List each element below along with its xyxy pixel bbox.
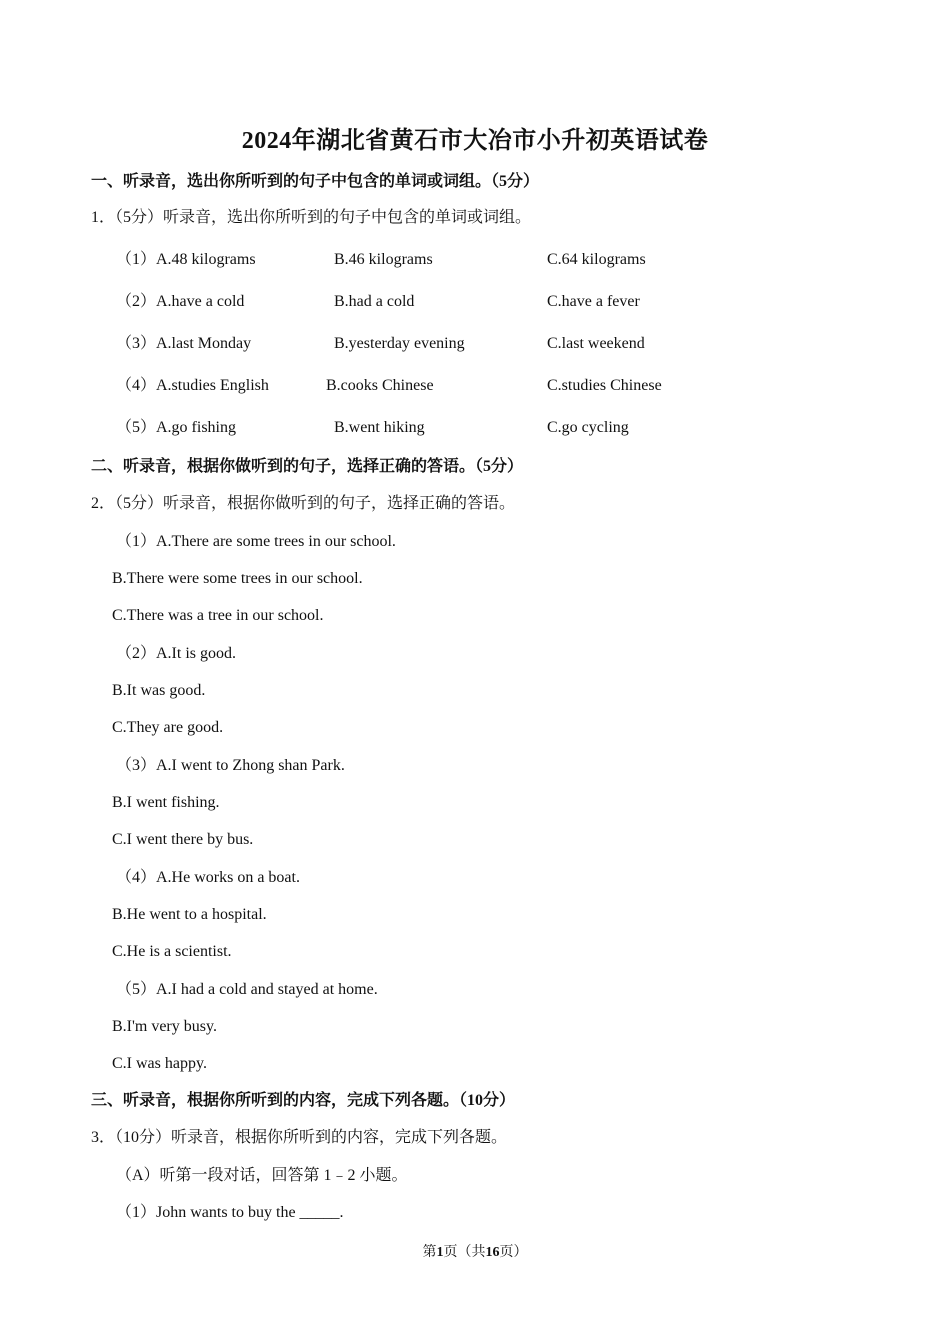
section-1-heading: 一、听录音，选出你所听到的句子中包含的单词或词组。（5分） — [91, 173, 540, 190]
question-3-part-a-instruction: （A）听第一段对话，回答第 1﹣2 小题。 — [116, 1167, 408, 1184]
footer-middle: 页（共 — [443, 1245, 486, 1260]
q2-item5-option-a: （5）A.I had a cold and stayed at home. — [116, 981, 378, 998]
q2-item4-option-c: C.He is a scientist. — [112, 943, 232, 960]
q1-item5-option-c: C.go cycling — [547, 419, 629, 436]
section-3-heading: 三、听录音，根据你所听到的内容，完成下列各题。（10分） — [91, 1092, 516, 1109]
q2-item2-option-b: B.It was good. — [112, 682, 206, 699]
q1-item2-option-b: B.had a cold — [334, 293, 415, 310]
q1-item2-option-a: （2）A.have a cold — [116, 293, 245, 310]
footer-total-pages: 16 — [485, 1245, 500, 1260]
q2-item5-option-c: C.I was happy. — [112, 1055, 207, 1072]
footer-page-number: 1 — [436, 1245, 444, 1260]
question-3-item-1: （1）John wants to buy the _____. — [116, 1204, 344, 1221]
q2-item1-option-c: C.There was a tree in our school. — [112, 607, 324, 624]
q1-item3-option-c: C.last weekend — [547, 335, 645, 352]
q2-item2-option-a: （2）A.It is good. — [116, 645, 237, 662]
question-3-stem: 3．（10分）听录音，根据你所听到的内容，完成下列各题。 — [91, 1129, 508, 1146]
q1-item2-option-c: C.have a fever — [547, 293, 640, 310]
q1-item1-option-a: （1）A.48 kilograms — [116, 251, 256, 268]
q2-item3-option-a: （3）A.I went to Zhong shan Park. — [116, 757, 345, 774]
q1-item4-option-c: C.studies Chinese — [547, 377, 662, 394]
q1-item4-option-a: （4）A.studies English — [116, 377, 269, 394]
q2-item3-option-b: B.I went fishing. — [112, 794, 220, 811]
q2-item3-option-c: C.I went there by bus. — [112, 831, 254, 848]
question-2-stem: 2．（5分）听录音，根据你做听到的句子，选择正确的答语。 — [91, 495, 516, 512]
q1-item3-option-b: B.yesterday evening — [334, 335, 465, 352]
footer-suffix: 页） — [499, 1245, 528, 1260]
section-2-heading: 二、听录音，根据你做听到的句子，选择正确的答语。（5分） — [91, 458, 524, 475]
q2-item5-option-b: B.I'm very busy. — [112, 1018, 217, 1035]
q2-item4-option-b: B.He went to a hospital. — [112, 906, 267, 923]
q1-item1-option-b: B.46 kilograms — [334, 251, 433, 268]
exam-title: 2024年湖北省黄石市大冶市小升初英语试卷 — [241, 128, 709, 154]
q2-item4-option-a: （4）A.He works on a boat. — [116, 869, 300, 886]
page-footer — [0, 1244, 950, 1262]
q1-item5-option-b: B.went hiking — [334, 419, 425, 436]
question-1-stem: 1．（5分）听录音，选出你所听到的句子中包含的单词或词组。 — [91, 209, 532, 226]
q1-item4-option-b: B.cooks Chinese — [326, 377, 434, 394]
q2-item2-option-c: C.They are good. — [112, 719, 224, 736]
q1-item5-option-a: （5）A.go fishing — [116, 419, 237, 436]
q2-item1-option-a: （1）A.There are some trees in our school. — [116, 533, 396, 550]
q1-item1-option-c: C.64 kilograms — [547, 251, 646, 268]
footer-prefix: 第 — [422, 1245, 437, 1260]
q2-item1-option-b: B.There were some trees in our school. — [112, 570, 363, 587]
q1-item3-option-a: （3）A.last Monday — [116, 335, 252, 352]
